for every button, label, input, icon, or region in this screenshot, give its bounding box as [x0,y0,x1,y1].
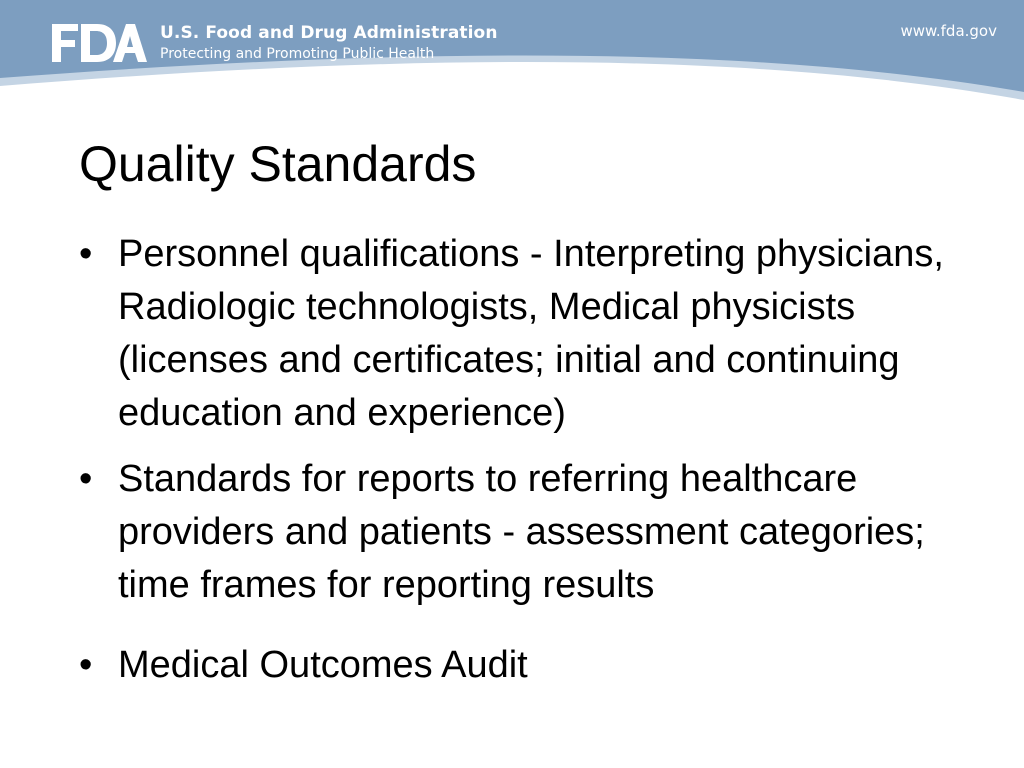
agency-name: U.S. Food and Drug Administration [160,23,498,43]
fda-logo [50,22,148,64]
agency-block [160,22,498,64]
header-band [0,0,1024,110]
fda-logo-d [81,24,116,62]
bullet-text: Personnel qualifications - Interpreting physicians, Radiologic technologists, Medical physicists (licenses and certificates; initial and continuing education and experience) [118,233,944,434]
fda-logo-f [52,24,78,62]
bullet-item [79,228,989,440]
bullet-item [79,639,989,692]
bullet-dot: • [79,458,93,500]
bullet-list [79,228,989,705]
fda-logo-a [113,24,147,62]
bullet-item [79,453,989,612]
bullet-text: Standards for reports to referring healthcare providers and patients - assessment categories; time frames for reporting results [118,458,925,606]
slide-title: Quality Standards [79,136,477,192]
site-url: www.fda.gov [900,22,997,40]
bullet-dot: • [79,233,93,275]
bullet-text: Medical Outcomes Audit [118,644,528,686]
agency-tagline: Protecting and Promoting Public Health [160,46,435,62]
bullet-dot: • [79,644,93,686]
